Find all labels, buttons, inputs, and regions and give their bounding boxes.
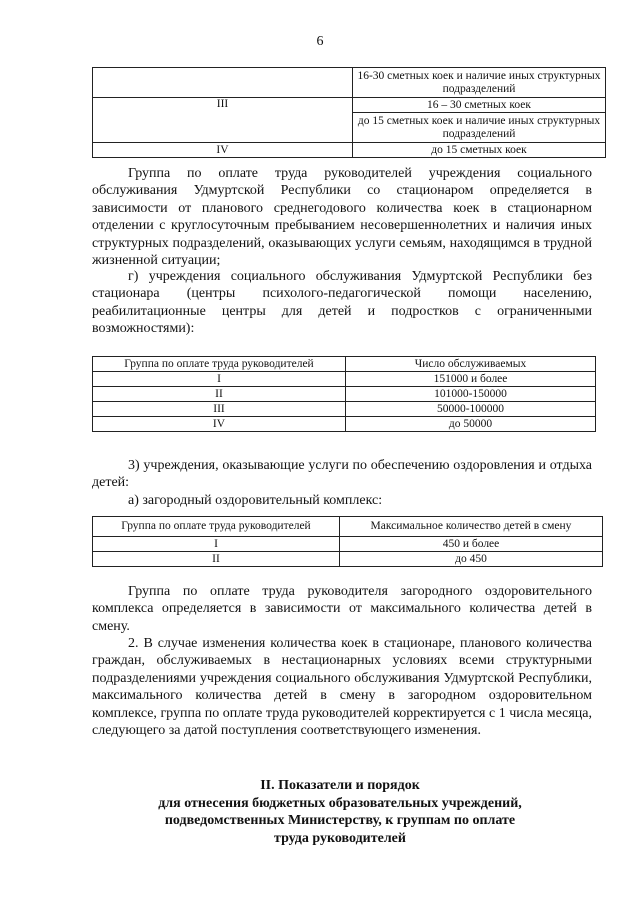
table-row <box>93 372 596 387</box>
paragraph-change-rule: 2. В случае изменения количества коек в стационаре, планового количества граждан, обслуживаемых в нестационарных условиях всеми структурными подразделениями учреждения социального обслуживания Удмуртской Республики, максимального количества детей в смену в загородном оздоровительном комплексе, группа по оплате труда руководителей корректируется с 1 числа месяца, следующего за датой поступления соответствующего изменения. <box>92 636 592 739</box>
section-heading <box>90 777 590 847</box>
paragraph-country-complex: а) загородный оздоровительный комплекс: <box>128 493 383 508</box>
heading-line: II. Показатели и порядок <box>260 778 420 793</box>
table-cell-group: III <box>93 402 346 417</box>
heading-line: подведомственных Министерству, к группам по оплате <box>164 813 516 829</box>
table-row <box>93 552 603 567</box>
table-cell-value: 450 и более <box>340 537 603 552</box>
heading-line: труда руководителей <box>274 830 406 846</box>
table-cell-group <box>93 68 353 98</box>
table-row <box>93 68 606 98</box>
table-cell-group: III <box>93 98 353 143</box>
table-row <box>93 402 596 417</box>
table-row <box>93 98 606 113</box>
table-cell-value: до 50000 <box>346 417 596 432</box>
heading-line: для отнесения бюджетных образовательных учреждений, <box>158 795 522 811</box>
table-row <box>93 387 596 402</box>
table-row <box>93 143 606 158</box>
table-cell-criterion: 16 – 30 сметных коек <box>353 98 606 113</box>
table-header-group: Группа по оплате труда руководителей <box>93 357 346 372</box>
table-cell-value: 101000-150000 <box>346 387 596 402</box>
table-cell-group: IV <box>93 143 353 158</box>
table-cell-value: до 450 <box>340 552 603 567</box>
table-cell-criterion: 16-30 сметных коек и наличие иных структурных подразделений <box>353 68 606 98</box>
bed-count-table <box>92 67 606 158</box>
table-row <box>93 417 596 432</box>
table-cell-group: I <box>93 537 340 552</box>
paragraph-complex-group: Группа по оплате труда руководителя загородного оздоровительного комплекса определяется в зависимости от максимального количества детей в смену. <box>92 584 592 634</box>
table-header-value: Число обслуживаемых <box>346 357 596 372</box>
served-count-table <box>92 356 596 432</box>
table-cell-criterion: до 15 сметных коек и наличие иных структурных подразделений <box>353 113 606 143</box>
table-cell-value: 50000-100000 <box>346 402 596 417</box>
table-cell-value: 151000 и более <box>346 372 596 387</box>
page-number: 6 <box>316 34 324 49</box>
table-cell-group: II <box>93 387 346 402</box>
table-cell-group: II <box>93 552 340 567</box>
table-cell-criterion: до 15 сметных коек <box>353 143 606 158</box>
table-row <box>93 537 603 552</box>
table-header-row <box>93 517 603 537</box>
table-header-group: Группа по оплате труда руководителей <box>93 517 340 537</box>
paragraph-recreation: 3) учреждения, оказывающие услуги по обеспечению оздоровления и отдыха детей: <box>92 458 592 491</box>
table-header-value: Максимальное количество детей в смену <box>340 517 603 537</box>
table-header-row <box>93 357 596 372</box>
children-per-shift-table <box>92 516 603 567</box>
paragraph-with-inpatient: Группа по оплате труда руководителей учреждения социального обслуживания Удмуртской Республики со стационаром определяется в зависимости от планового среднегодового количества коек в стационарном отделении с круглосуточным пребыванием несовершеннолетних и наличия иных структурных подразделений, оказывающих услуги семьям, находящимся в трудной жизненной ситуации; <box>92 166 592 269</box>
table-cell-group: IV <box>93 417 346 432</box>
paragraph-without-inpatient: г) учреждения социального обслуживания Удмуртской Республики без стационара (центры психолого-педагогической помощи населению, реабилитационные центры для детей и подростков с ограниченными возможностями): <box>92 269 592 337</box>
table-cell-group: I <box>93 372 346 387</box>
